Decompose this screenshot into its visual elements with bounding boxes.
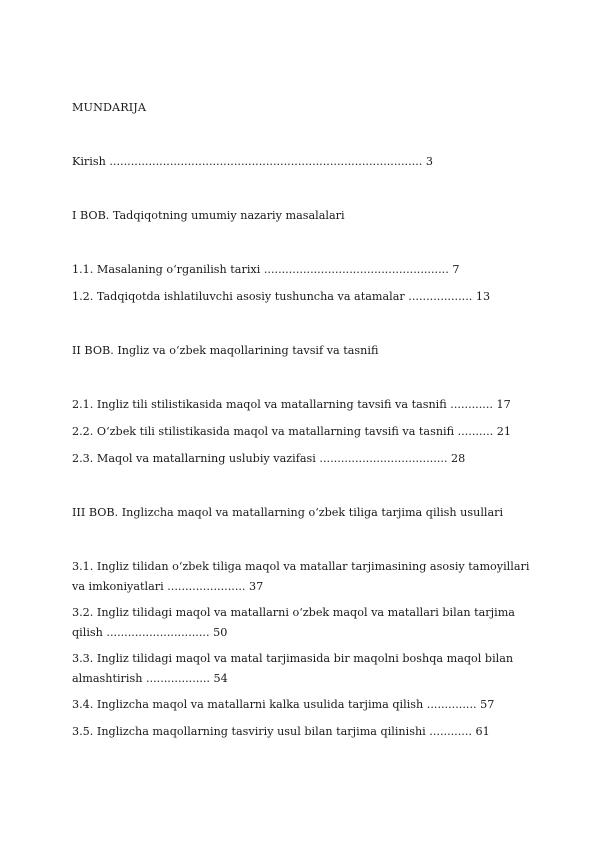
toc-entry-2-3: 2.3. Maqol va matallarning uslubiy vazifasi .................................... 28	[72, 452, 466, 465]
toc-entry-2-1: 2.1. Ingliz tili stilistikasida maqol va matallarning tavsifi va tasnifi ............ 17	[72, 398, 511, 411]
toc-chapter-3: III BOB. Inglizcha maqol va matallarning oʻzbek tiliga tarjima qilish usullari	[72, 506, 504, 519]
toc-entry-1-1: 1.1. Masalaning oʻrganilish tarixi .................................................... 7	[72, 263, 460, 276]
toc-chapter-2: II BOB. Ingliz va oʻzbek maqollarining tavsif va tasnifi	[72, 344, 379, 357]
toc-title: MUNDARIJA	[72, 101, 147, 114]
toc-entry-3-3: 3.3. Ingliz tilidagi maqol va matal tarjimasida bir maqolni boshqa maqol bilan almashtirish .................. 54	[72, 652, 514, 685]
toc-entry-3-4: 3.4. Inglizcha maqol va matallarni kalka usulida tarjima qilish .............. 57	[72, 698, 495, 711]
toc-entry-3-2: 3.2. Ingliz tilidagi maqol va matallarni oʻzbek maqol va matallari bilan tarjima qilish ............................. 50	[72, 606, 515, 639]
toc-chapter-1: I BOB. Tadqiqotning umumiy nazariy masalalari	[72, 209, 345, 222]
toc-entry-2-2: 2.2. Oʻzbek tili stilistikasida maqol va matallarning tavsifi va tasnifi .......... 21	[72, 425, 511, 438]
toc-entry-3-1: 3.1. Ingliz tilidan oʻzbek tiliga maqol va matallar tarjimasining asosiy tamoyillari va imkoniyatlari ...................... 37	[72, 560, 530, 593]
toc-entry-1-2: 1.2. Tadqiqotda ishlatiluvchi asosiy tushuncha va atamalar .................. 13	[72, 290, 491, 303]
toc-entry-intro: Kirish ........................................................................................ 3	[72, 155, 433, 168]
toc-entry-3-5: 3.5. Inglizcha maqollarning tasviriy usul bilan tarjima qilinishi ............ 61	[72, 725, 490, 738]
